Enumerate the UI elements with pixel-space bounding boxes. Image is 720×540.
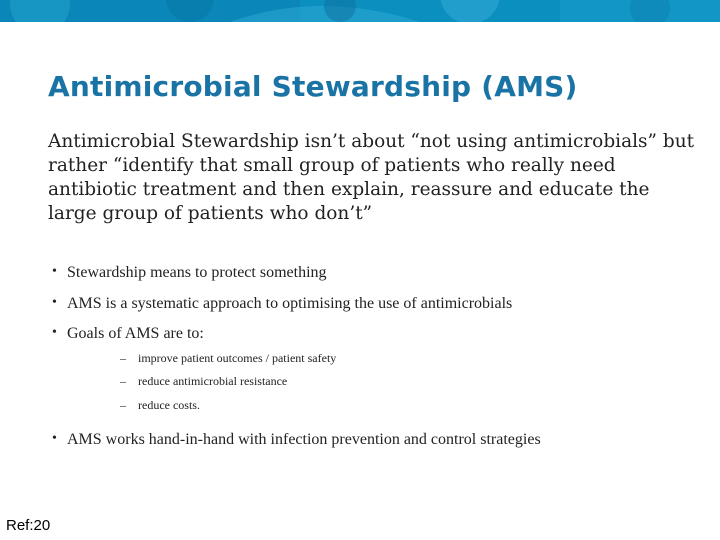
goal-item (120, 398, 620, 416)
bullet-marker: • (52, 264, 57, 279)
ref-prefix: Ref: (6, 517, 34, 534)
sub-bullet-marker: – (120, 351, 126, 365)
goal-text: reduce costs. (138, 398, 200, 412)
sub-bullet-marker: – (120, 398, 126, 412)
bullet-item (48, 325, 688, 347)
reference-label (6, 517, 50, 534)
slide-title: Antimicrobial Stewardship (AMS) (48, 70, 578, 103)
bullet-text: Goals of AMS are to: (67, 325, 204, 342)
goal-item (120, 351, 620, 369)
bullet-marker: • (52, 295, 57, 310)
goal-text: improve patient outcomes / patient safety (138, 351, 337, 365)
bullet-item (48, 264, 688, 286)
bullet-item (48, 431, 688, 453)
goal-text: reduce antimicrobial resistance (138, 374, 288, 388)
bullet-marker: • (52, 325, 57, 340)
bullet-item (48, 295, 688, 317)
goal-item (120, 374, 620, 392)
bullet-marker: • (52, 431, 57, 446)
sub-bullet-marker: – (120, 374, 126, 388)
bullet-text: AMS is a systematic approach to optimising the use of antimicrobials (67, 295, 513, 312)
intro-quote: Antimicrobial Stewardship isn’t about “not using antimicrobials” but rather “identify that small group of patients who really need antibiotic treatment and then explain, reassure and educate the large group of patients who don’t” (48, 131, 695, 224)
banner-graphic (0, 0, 720, 22)
bullet-text: AMS works hand-in-hand with infection prevention and control strategies (67, 431, 541, 448)
bullet-text: Stewardship means to protect something (67, 264, 327, 281)
header-banner (0, 0, 720, 22)
ref-number: 20 (33, 517, 51, 534)
